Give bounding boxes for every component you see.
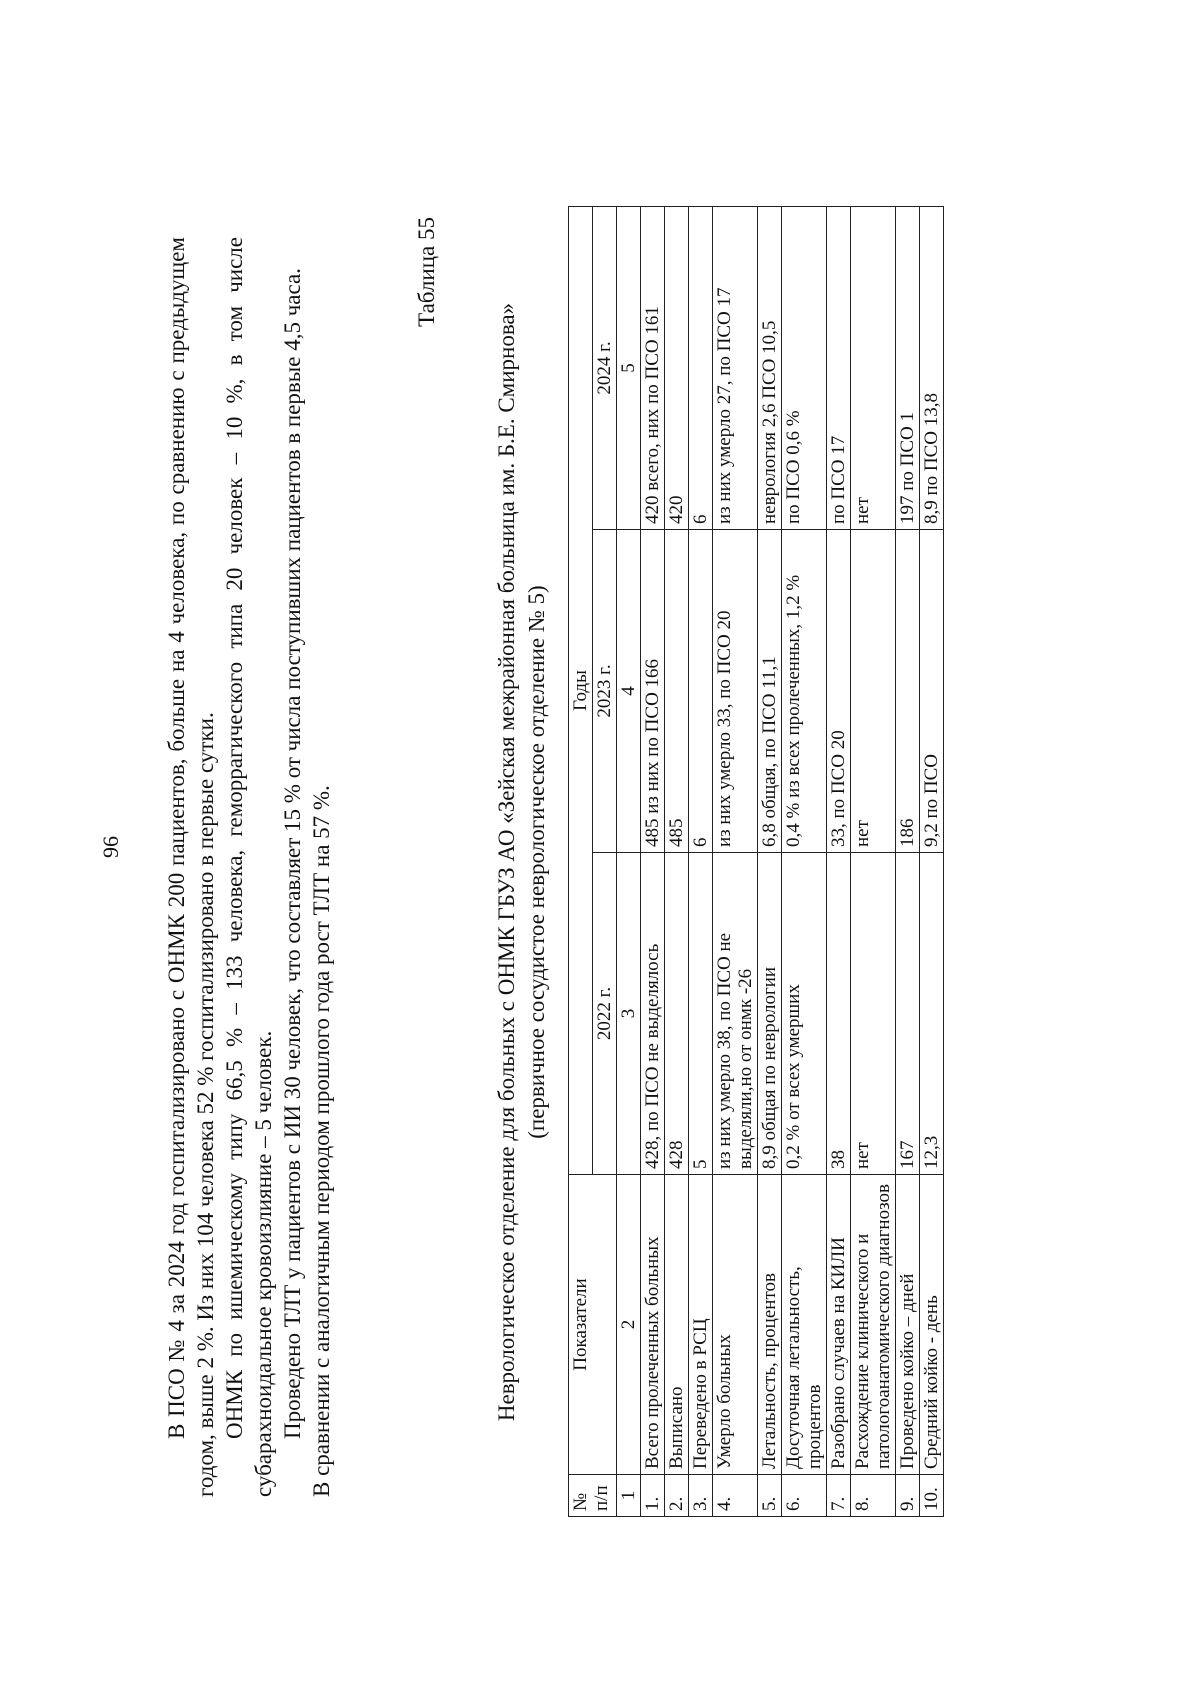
header-num: № п/п	[569, 1475, 617, 1517]
cell-2023: 186	[896, 530, 920, 853]
intro-text	[162, 237, 336, 1497]
cell-2023: из них умерло 33, по ПСО 20	[713, 530, 758, 853]
paragraph: ОНМК по ишемическому типу 66,5 % – 133 человека, геморрагического типа 20 человек – 10 %, в том числе субарахноидальное кровоизлияние – 5 человек.	[222, 237, 276, 1497]
cell-2023: 485	[665, 530, 689, 853]
cell-2023: 6,8 общая, по ПСО 11,1	[758, 530, 782, 853]
document-page	[80, 67, 1120, 1627]
header-row	[569, 207, 593, 1517]
cell-2024: по ПСО 0,6 %	[782, 207, 827, 530]
cell-2022: 428	[665, 853, 689, 1175]
row-number: 7.	[827, 1475, 851, 1517]
column-number: 1	[617, 1475, 641, 1517]
cell-2022: 12,3	[920, 853, 944, 1175]
paragraph: В сравнении с аналогичным периодом прошлого года рост ТЛТ на 57 %.	[309, 785, 334, 1497]
cell-2022: 8,9 общая по неврологии	[758, 853, 782, 1175]
cell-2023: 6	[689, 530, 713, 853]
row-number: 10.	[920, 1475, 944, 1517]
row-indicator: Летальность, процентов	[758, 1175, 782, 1475]
table-subtitle-line: (первичное сосудистое неврологическое отделение № 5)	[524, 585, 549, 1139]
table-title	[492, 207, 552, 1517]
header-year: 2023 г.	[593, 530, 617, 853]
row-indicator: Умерло больных	[713, 1175, 758, 1475]
row-number: 4.	[713, 1475, 758, 1517]
cell-2023: 9,2 по ПСО	[920, 530, 944, 853]
cell-2024: 197 по ПСО 1	[896, 207, 920, 530]
header-indicator: Показатели	[569, 1175, 617, 1475]
cell-2022: 167	[896, 853, 920, 1175]
column-number: 3	[617, 853, 641, 1175]
table-row	[851, 207, 896, 1517]
column-number: 2	[617, 1175, 641, 1475]
cell-2023: 33, по ПСО 20	[827, 530, 851, 853]
column-number: 5	[617, 207, 641, 530]
row-number: 8.	[851, 1475, 896, 1517]
row-indicator: Разобрано случаев на КИЛИ	[827, 1175, 851, 1475]
cell-2023: 0,4 % из всех пролеченных, 1,2 %	[782, 530, 827, 853]
row-indicator: Всего пролеченных больных	[641, 1175, 665, 1475]
cell-2024: 8,9 по ПСО 13,8	[920, 207, 944, 530]
header-year: 2022 г.	[593, 853, 617, 1175]
row-indicator: Проведено койко – дней	[896, 1175, 920, 1475]
row-number: 5.	[758, 1475, 782, 1517]
column-number: 4	[617, 530, 641, 853]
cell-2024: 6	[689, 207, 713, 530]
table-row	[713, 207, 758, 1517]
cell-2024: из них умерло 27, по ПСО 17	[713, 207, 758, 530]
cell-2023: 485 из них по ПСО 166	[641, 530, 665, 853]
cell-2022: 0,2 % от всех умерших	[782, 853, 827, 1175]
header-year: 2024 г.	[593, 207, 617, 530]
cell-2022: 428, по ПСО не выделялось	[641, 853, 665, 1175]
table-row	[758, 207, 782, 1517]
row-number: 6.	[782, 1475, 827, 1517]
row-number: 9.	[896, 1475, 920, 1517]
table-row	[641, 207, 665, 1517]
paragraph: В ПСО № 4 за 2024 год госпитализировано с ОНМК 200 пациентов, больше на 4 человека, по сравнению с предыдущем годом, выше 2 %. Из них 104 человека 52 % госпитализировано в первые сутки.	[164, 237, 218, 1497]
row-indicator: Средний койко - день	[920, 1175, 944, 1475]
table-row	[665, 207, 689, 1517]
table-row	[896, 207, 920, 1517]
table-row	[689, 207, 713, 1517]
data-table-wrapper	[568, 207, 944, 1517]
column-number-row	[617, 207, 641, 1517]
cell-2024: 420 всего, них по ПСО 161	[641, 207, 665, 530]
row-indicator: Расхождение клинического и патологоанатомического диагнозов	[851, 1175, 896, 1475]
table-title-line: Неврологическое отделение для больных с ОНМК ГБУЗ АО «Зейская межрайонная больница им. Б.Е. Смирнова»	[494, 302, 519, 1422]
row-number: 2.	[665, 1475, 689, 1517]
cell-2022: 5	[689, 853, 713, 1175]
row-indicator: Выписано	[665, 1175, 689, 1475]
cell-2024: неврология 2,6 ПСО 10,5	[758, 207, 782, 530]
cell-2022: 38	[827, 853, 851, 1175]
table-row	[827, 207, 851, 1517]
data-table	[568, 206, 944, 1517]
table-number: Таблица 55	[414, 217, 439, 327]
row-number: 1.	[641, 1475, 665, 1517]
page-number: 96	[98, 836, 123, 858]
table-row	[782, 207, 827, 1517]
row-indicator: Переведено в РСЦ	[689, 1175, 713, 1475]
cell-2024: по ПСО 17	[827, 207, 851, 530]
row-indicator: Досуточная летальность, процентов	[782, 1175, 827, 1475]
header-years: Годы	[569, 207, 593, 1175]
paragraph: Проведено ТЛТ у пациентов с ИИ 30 человек, что составляет 15 % от числа поступивших пациентов в первые 4,5 часа.	[280, 268, 305, 1439]
row-number: 3.	[689, 1475, 713, 1517]
cell-2022: нет	[851, 853, 896, 1175]
cell-2024: нет	[851, 207, 896, 530]
table-row	[920, 207, 944, 1517]
cell-2024: 420	[665, 207, 689, 530]
cell-2022: из них умерло 38, по ПСО не выделяли,но от онмк -26	[713, 853, 758, 1175]
cell-2023: нет	[851, 530, 896, 853]
